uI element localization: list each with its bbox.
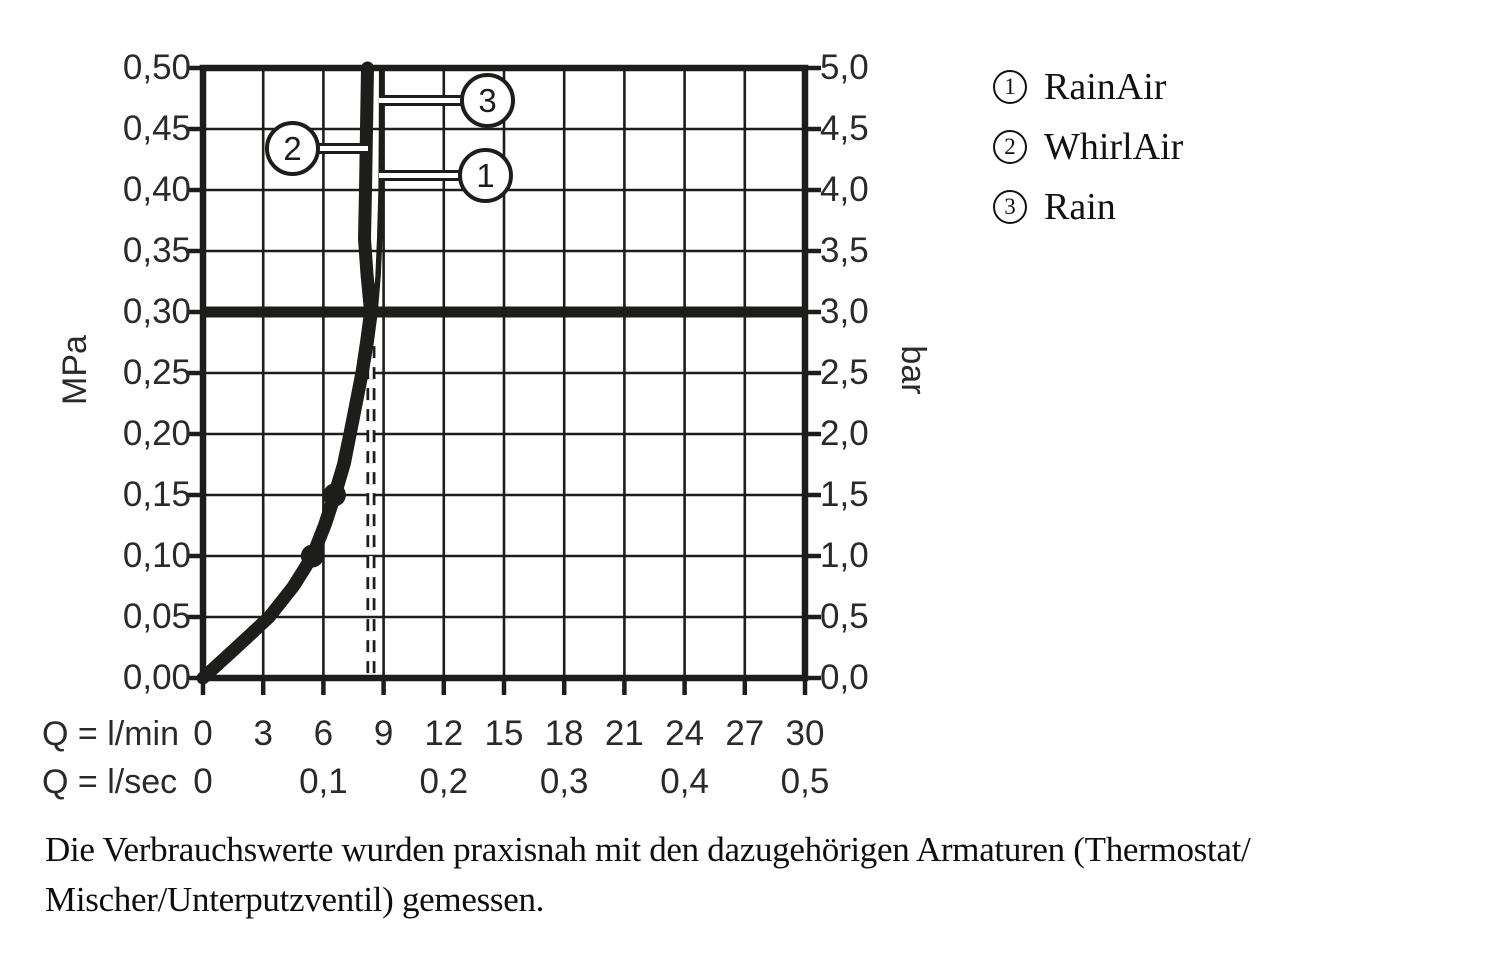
x-tick-label: 0,1	[299, 762, 348, 801]
y-right-tick-label: 2,5	[820, 353, 869, 392]
legend-number-icon: 3	[993, 190, 1027, 224]
y-right-tick-label: 4,5	[820, 109, 869, 148]
x-tick-label: 0,3	[539, 762, 589, 801]
x-tick-label: 12	[424, 714, 464, 753]
legend-label: Rain	[1044, 186, 1116, 228]
x-tick-label: 0	[193, 714, 213, 753]
y-right-tick-label: 3,0	[820, 292, 869, 331]
legend-label: WhirlAir	[1044, 126, 1184, 168]
x-tick-label: 21	[604, 714, 644, 753]
x-tick-label: 0	[193, 762, 213, 801]
x-axis-row-label: Q = l/min	[42, 715, 179, 753]
x-tick-label: 0,4	[660, 762, 709, 801]
y-right-tick-label: 1,0	[820, 536, 869, 575]
legend	[993, 0, 1413, 260]
y-left-tick-label: 0,45	[122, 109, 191, 148]
x-tick-label: 0,2	[419, 762, 469, 801]
x-tick-label: 18	[544, 714, 584, 753]
y-left-tick-label: 0,50	[122, 48, 191, 87]
y-right-tick-label: 0,0	[820, 658, 869, 697]
y-axis-unit-mpa: MPa	[56, 335, 94, 405]
x-tick-label: 30	[785, 714, 825, 753]
y-right-tick-label: 5,0	[820, 48, 869, 87]
callout-circle-rain	[460, 73, 515, 128]
callout-number-1: 1	[476, 156, 495, 194]
y-right-tick-label: 4,0	[820, 170, 869, 209]
y-left-tick-label: 0,15	[122, 475, 191, 514]
x-tick-label: 6	[313, 714, 334, 753]
marked-point	[301, 545, 324, 568]
y-left-tick-label: 0,00	[122, 658, 191, 697]
x-tick-label: 9	[373, 714, 394, 753]
callout-number-2: 2	[283, 129, 302, 167]
y-right-tick-label: 3,5	[820, 231, 869, 270]
callout-number-3: 3	[478, 81, 497, 119]
marked-point	[323, 484, 346, 507]
y-right-tick-label: 0,5	[820, 597, 869, 636]
callout-circle-whirlair	[265, 121, 320, 176]
legend-item-rain	[993, 186, 1116, 228]
x-axis-row-label: Q = l/sec	[42, 763, 178, 801]
callout-leader-3	[379, 95, 463, 106]
legend-number-icon: 2	[993, 130, 1027, 164]
y-left-tick-label: 0,05	[122, 597, 191, 636]
legend-label: RainAir	[1044, 66, 1167, 108]
x-tick-label: 15	[484, 714, 524, 753]
x-tick-label: 0,5	[780, 762, 830, 801]
callout-circle-rainair	[458, 148, 513, 203]
x-tick-label: 27	[725, 714, 765, 753]
y-right-tick-label: 2,0	[820, 414, 869, 453]
y-right-tick-label: 1,5	[820, 475, 869, 514]
x-tick-label: 3	[253, 714, 273, 753]
legend-item-rainair	[993, 66, 1166, 108]
y-left-tick-label: 0,35	[122, 231, 191, 270]
callout-leader-2	[318, 143, 368, 154]
y-left-tick-label: 0,10	[122, 536, 191, 575]
legend-number-icon: 1	[993, 70, 1027, 104]
y-left-tick-label: 0,25	[122, 353, 191, 392]
legend-item-whirlair	[993, 126, 1183, 168]
y-left-tick-label: 0,20	[122, 414, 191, 453]
x-tick-label: 24	[665, 714, 705, 753]
footer-note-line-1: Die Verbrauchswerte wurden praxisnah mit den dazugehörigen Armaturen (Thermostat/	[45, 830, 1251, 869]
y-axis-unit-bar: bar	[894, 345, 932, 395]
footer-note-line-2: Mischer/Unterputzventil) gemessen.	[45, 880, 545, 919]
callout-leader-1	[379, 170, 461, 181]
y-left-tick-label: 0,40	[122, 170, 191, 209]
y-left-tick-label: 0,30	[122, 292, 191, 331]
